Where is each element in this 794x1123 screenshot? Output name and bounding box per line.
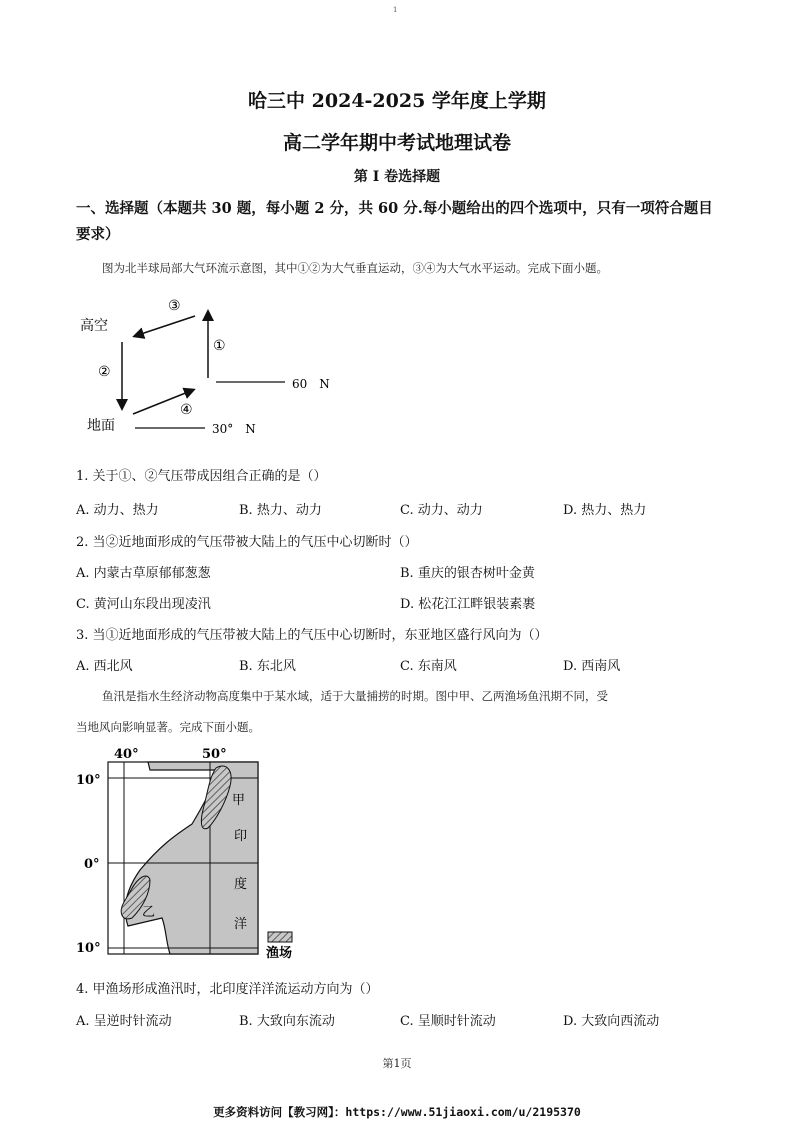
fishing-ground-map	[70, 740, 310, 965]
q2-option-b: B. 重庆的银杏树叶金黄	[400, 566, 535, 581]
q4-option-a: A. 呈逆时针流动	[76, 1014, 172, 1029]
label-lon-40: 40°	[114, 747, 139, 762]
instructions: 一、选择题（本题共 30 题，每小题 2 分，共 60 分.每小题给出的四个选项中，只有一项符合题目要求）	[76, 200, 713, 243]
label-yi: 乙	[142, 905, 156, 920]
label-jia: 甲	[232, 793, 246, 808]
question-3-stem: 3. 当①近地面形成的气压带被大陆上的气压中心切断时，东亚地区盛行风向为（）	[76, 628, 548, 643]
label-ocean-1: 印	[234, 829, 248, 844]
q3-option-b: B. 东北风	[239, 659, 296, 674]
intro-text-2-line1: 鱼汛是指水生经济动物高度集中于某水域，适于大量捕捞的时期。图中甲、乙两渔场鱼汛期不同，受	[102, 689, 608, 703]
question-4-stem: 4. 甲渔场形成渔汛时，北印度洋洋流运动方向为（）	[76, 982, 379, 997]
q3-option-a: A. 西北风	[76, 659, 133, 674]
label-arrow-3: ③	[168, 298, 181, 314]
label-60n: 60 N	[292, 377, 330, 391]
label-lon-50: 50°	[202, 747, 227, 762]
section-heading: 第 I 卷选择题	[353, 169, 441, 185]
footer-ad-link[interactable]: 更多资料访问【教习网】：https://www.51jiaoxi.com/u/2195370	[213, 1105, 581, 1119]
legend-label: 渔场	[266, 946, 293, 961]
q4-option-b: B. 大致向东流动	[239, 1014, 335, 1029]
legend-swatch	[268, 932, 292, 942]
question-2-stem: 2. 当②近地面形成的气压带被大陆上的气压中心切断时（）	[76, 535, 418, 550]
q2-option-c: C. 黄河山东段出现凌汛	[76, 597, 211, 612]
q3-option-c: C. 东南风	[400, 659, 457, 674]
q1-option-b: B. 热力、动力	[239, 503, 322, 518]
exam-title-line1: 哈三中 2024-2025 学年度上学期	[248, 90, 546, 112]
exam-title-line2: 高二学年期中考试地理试卷	[282, 132, 511, 154]
q4-option-c: C. 呈顺时针流动	[400, 1014, 496, 1029]
arrow-3	[135, 316, 195, 336]
q1-option-a: A. 动力、热力	[76, 503, 159, 518]
label-lat-10s: 10°	[76, 941, 101, 956]
label-30n: 30° N	[212, 422, 256, 436]
intro-text-1: 图为北半球局部大气环流示意图，其中①②为大气垂直运动，③④为大气水平运动。完成下面小题。	[102, 261, 608, 275]
circulation-diagram	[70, 290, 400, 450]
label-high-altitude: 高空	[80, 318, 108, 334]
label-lat-10n: 10°	[76, 773, 101, 788]
label-ground: 地面	[87, 418, 115, 434]
q3-option-d: D. 西南风	[563, 659, 621, 674]
q1-option-c: C. 动力、动力	[400, 503, 483, 518]
q4-option-d: D. 大致向西流动	[563, 1014, 660, 1029]
q1-option-d: D. 热力、热力	[563, 503, 647, 518]
label-arrow-2: ②	[98, 364, 111, 380]
label-lat-0: 0°	[84, 857, 100, 872]
question-1-stem: 1. 关于①、②气压带成因组合正确的是（）	[76, 469, 327, 484]
label-arrow-4: ④	[180, 402, 193, 418]
q2-option-d: D. 松花江江畔银装素裹	[400, 597, 536, 612]
q2-option-a: A. 内蒙古草原郁郁葱葱	[76, 566, 211, 581]
intro-text-2-line2: 当地风向影响显著。完成下面小题。	[76, 720, 260, 734]
page-mark: 1	[393, 6, 398, 14]
label-arrow-1: ①	[213, 338, 226, 354]
label-ocean-3: 洋	[234, 917, 248, 932]
label-ocean-2: 度	[234, 877, 248, 892]
page-number: 第1页	[382, 1057, 412, 1070]
